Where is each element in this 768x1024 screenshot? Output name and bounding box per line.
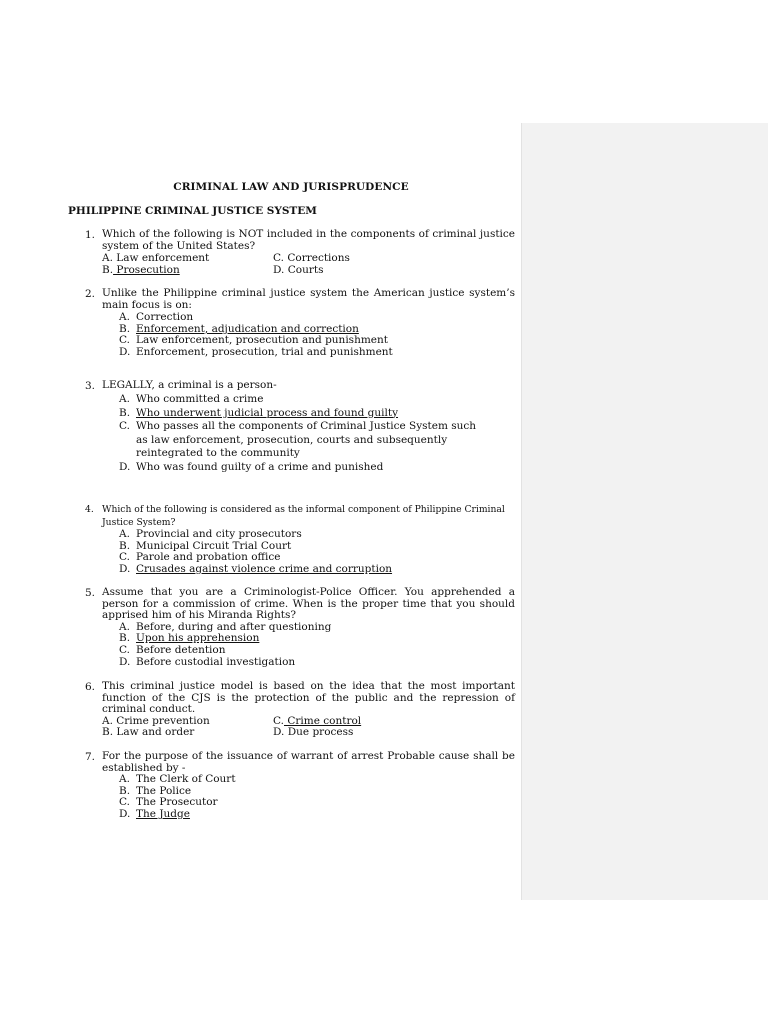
option-c: C. The Prosecutor <box>119 796 218 809</box>
question-text: Assume that you are a Criminologist-Police Officer. You apprehended a person for a commission of crime. When is the proper time that you should apprised him of his Miranda Rights? <box>102 586 515 621</box>
option-a: A. Correction <box>119 311 194 323</box>
question-number: 2. <box>85 288 96 300</box>
question-text: Which of the following is considered as the informal component of Philippine Criminal Justice System? <box>102 504 505 528</box>
question-3 <box>85 380 515 474</box>
question-number: 7. <box>85 751 96 763</box>
option-b: B. Upon his apprehension <box>119 632 260 645</box>
option-d: D. Crusades against violence crime and corruption <box>119 563 393 576</box>
option-a: A. The Clerk of Court <box>119 773 236 785</box>
option-c: C. Parole and probation office <box>119 551 281 564</box>
option-c: C. Crime control <box>273 714 362 727</box>
option-d: D. Before custodial investigation <box>119 655 296 668</box>
question-number: 1. <box>85 229 96 241</box>
option-b: B. Law and order <box>102 726 195 739</box>
option-b: B. Who underwent judicial process and found guilty <box>119 406 399 419</box>
answer-underline: Crime control <box>284 714 362 727</box>
option-b: B. Enforcement, adjudication and correction <box>119 322 359 335</box>
option-b: B. Prosecution <box>102 263 180 276</box>
option-c: C. Corrections <box>273 252 350 264</box>
question-number: 6. <box>85 681 96 693</box>
option-d: D. Enforcement, prosecution, trial and punishment <box>119 346 393 359</box>
option-c-continuation: reintegrated to the community <box>136 447 300 459</box>
option-a: A. Law enforcement <box>102 252 210 264</box>
option-d: D. Who was found guilty of a crime and punished <box>119 460 384 473</box>
option-c-continuation: as law enforcement, prosecution, courts and subsequently <box>136 433 448 446</box>
comment-pane <box>521 123 768 900</box>
option-d: D. The Judge <box>119 808 190 821</box>
option-a: A. Before, during and after questioning <box>119 620 332 633</box>
question-6 <box>85 681 515 739</box>
question-number: 4. <box>85 504 94 515</box>
option-d: D. Courts <box>273 263 324 276</box>
section-heading: PHILIPPINE CRIMINAL JUSTICE SYSTEM <box>68 205 317 217</box>
question-text: Unlike the Philippine criminal justice system the American justice system’s main focus is on: <box>102 287 515 311</box>
option-a: A. Who committed a crime <box>119 393 264 405</box>
question-number: 3. <box>85 380 96 392</box>
option-c: C. Who passes all the components of Criminal Justice System such <box>119 420 477 432</box>
option-c: C. Before detention <box>119 643 226 656</box>
question-number: 5. <box>85 587 96 599</box>
question-text: LEGALLY, a criminal is a person- <box>102 379 277 391</box>
question-text: For the purpose of the issuance of warrant of arrest Probable cause shall be established by - <box>102 750 515 774</box>
option-a: A. Crime prevention <box>102 714 210 727</box>
question-1 <box>85 229 515 276</box>
question-2 <box>85 288 515 359</box>
page-title: CRIMINAL LAW AND JURISPRUDENCE <box>173 181 409 193</box>
option-c: C. Law enforcement, prosecution and punishment <box>119 334 388 347</box>
option-b: B. Municipal Circuit Trial Court <box>119 539 292 552</box>
question-5 <box>85 587 515 668</box>
question-7 <box>85 751 515 821</box>
question-4-options <box>85 529 515 576</box>
answer-underline: Prosecution <box>113 263 180 276</box>
option-b: B. The Police <box>119 784 192 797</box>
question-text: This criminal justice model is based on the idea that the most important function of the CJS is the protection of the public and the repression of criminal conduct. <box>102 680 515 715</box>
option-a: A. Provincial and city prosecutors <box>119 528 302 540</box>
option-d: D. Due process <box>273 726 354 739</box>
question-text: Which of the following is NOT included in the components of criminal justice system of the United States? <box>102 228 515 252</box>
question-4 <box>85 504 515 529</box>
